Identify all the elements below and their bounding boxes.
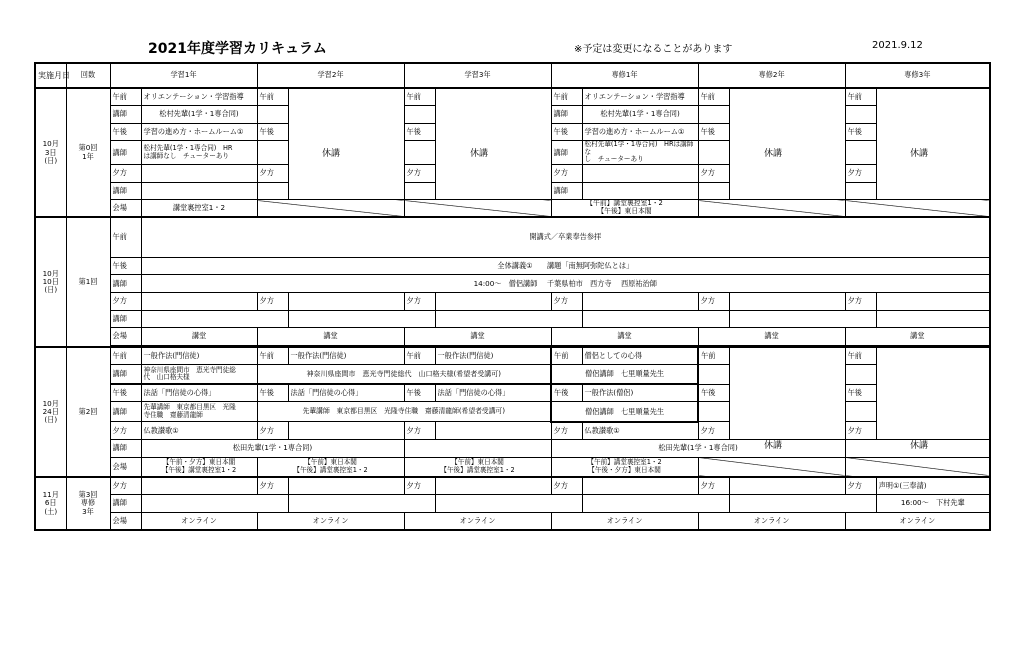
- slot-label: 夕方: [845, 292, 876, 310]
- cell-content: 僧侶講師 七里順量先生: [551, 364, 698, 384]
- cell-content: 法話「門信徒の心得」: [141, 384, 257, 402]
- slot-label: 会場: [110, 328, 141, 346]
- slot-label: 夕方: [845, 165, 876, 183]
- cell-content: 【午前】講堂裏控室1・2 【午後・夕方】東日本閣: [551, 457, 698, 477]
- table-row: [35, 422, 990, 440]
- slot-label: 午後: [257, 123, 288, 141]
- table-row: [35, 495, 990, 513]
- slot-label: 夕方: [698, 422, 729, 440]
- empty-slash-cell: [845, 200, 990, 218]
- cell-content: 僧侶としての心得: [582, 347, 698, 365]
- rest-label-b2-senshu-2: 休講: [764, 441, 783, 451]
- cell-content: 講堂: [404, 328, 551, 346]
- slot-label: 講師: [110, 182, 141, 200]
- cell-content: 学習の進め方・ホームルーム①: [141, 123, 257, 141]
- slot-label: 夕方: [404, 165, 435, 183]
- slot-label: 夕方: [845, 422, 876, 440]
- cell-content: 【午前】東日本閣 【午後】講堂裏控室1・2: [404, 457, 551, 477]
- empty-slash-cell: [404, 200, 551, 218]
- col-header-senshu-3: 専修3年: [845, 63, 990, 88]
- slot-label: 講師: [110, 402, 141, 422]
- slot-label: 夕方: [404, 422, 435, 440]
- cell-content: オンライン: [141, 512, 257, 530]
- cell-content: 全体講義① 講題「南無阿弥陀仏とは」: [141, 257, 990, 275]
- table-row: [35, 512, 990, 530]
- slot-label: 夕方: [257, 292, 288, 310]
- slot-label: 午前: [698, 347, 729, 365]
- cell-content: 講堂裏控室1・2: [141, 200, 257, 218]
- empty-slash-cell: [257, 200, 404, 218]
- cell-content: 【午前】講堂裏控室1・2 【午後】東日本閣: [551, 200, 698, 218]
- cell-content: 僧侶講師 七里順量先生: [551, 402, 698, 422]
- empty-slash-cell: [845, 457, 990, 477]
- slot-label: 会場: [110, 457, 141, 477]
- col-header-senshu-1: 専修1年: [551, 63, 698, 88]
- slot-label: 夕方: [698, 292, 729, 310]
- slot-label: 午前: [110, 88, 141, 106]
- slot-label: 午前: [698, 88, 729, 106]
- slot-label: 夕方: [110, 477, 141, 495]
- col-header-senshu-2: 専修2年: [698, 63, 845, 88]
- cell-content: 法話「門信徒の心得」: [288, 384, 404, 402]
- cell-content: 講堂: [141, 328, 257, 346]
- cell-content: 声明①(三奉請): [876, 477, 990, 495]
- cell-content: 松村先輩(1学・1専合同) HRは講師な し チューターあり: [582, 141, 698, 165]
- col-header-study-3: 学習3年: [404, 63, 551, 88]
- page-title: 2021年度学習カリキュラム: [148, 41, 327, 57]
- date-cell: 11月 6日 (土): [35, 477, 66, 530]
- slot-label: 午後: [698, 384, 729, 402]
- table-row: [35, 310, 990, 328]
- slot-label: 午前: [845, 88, 876, 106]
- rest-label-senshu-3: 休講: [910, 149, 929, 159]
- slot-label: 午後: [404, 123, 435, 141]
- curriculum-table: [34, 62, 991, 531]
- rest-label-b2-senshu-3: 休講: [910, 441, 929, 451]
- slot-label: 夕方: [551, 165, 582, 183]
- cell-content: オリエンテーション・学習指導: [582, 88, 698, 106]
- slot-label: 午後: [404, 384, 435, 402]
- cell-content: 神奈川県座間市 恵光寺門徒総 代 山口格夫様: [141, 364, 257, 384]
- slot-label: 夕方: [110, 422, 141, 440]
- slot-label: 夕方: [551, 292, 582, 310]
- cell-content: 法話「門信徒の心得」: [435, 384, 551, 402]
- slot-label: 夕方: [698, 165, 729, 183]
- slot-label: 講師: [110, 275, 141, 293]
- cell-content: 【午前】東日本閣 【午後】講堂裏控室1・2: [257, 457, 404, 477]
- slot-label: 夕方: [551, 477, 582, 495]
- cell-content: 松村先輩(1学・1専合同): [582, 106, 698, 124]
- cell-content: 仏教讃歌①: [582, 422, 698, 440]
- cell-content: 神奈川県座間市 恵光寺門徒総代 山口格夫様(希望者受講可): [257, 364, 551, 384]
- slot-label: 夕方: [698, 477, 729, 495]
- slot-label: 午前: [110, 347, 141, 365]
- session-cell: 第3回 専修 3年: [66, 477, 110, 530]
- rest-label-senshu-2: 休講: [764, 149, 783, 159]
- slot-label: 講師: [110, 440, 141, 458]
- cell-content: オンライン: [551, 512, 698, 530]
- cell-content: オンライン: [698, 512, 845, 530]
- cell-content: 14:00～ 僧侶講師 千葉県柏市 西方寺 西原祐治師: [141, 275, 990, 293]
- cell-content: 一般作法(門信徒): [288, 347, 404, 365]
- slot-label: 会場: [110, 200, 141, 218]
- col-header-study-2: 学習2年: [257, 63, 404, 88]
- slot-label: 午後: [698, 123, 729, 141]
- table-row: [35, 217, 990, 257]
- table-row: [35, 292, 990, 310]
- table-row: [35, 347, 990, 365]
- cell-content: 講堂: [551, 328, 698, 346]
- slot-label: 夕方: [845, 477, 876, 495]
- slot-label: 講師: [110, 495, 141, 513]
- cell-content: 【午前・夕方】東日本閣 【午後】講堂裏控室1・2: [141, 457, 257, 477]
- slot-label: 午後: [110, 257, 141, 275]
- table-row: [35, 275, 990, 293]
- slot-label: 午前: [551, 88, 582, 106]
- empty-slash-cell: [698, 200, 845, 218]
- slot-label: 午前: [257, 347, 288, 365]
- cell-content: 学習の進め方・ホームルーム①: [582, 123, 698, 141]
- slot-label: 午前: [551, 347, 582, 365]
- cell-content: 一般作法(門信徒): [141, 347, 257, 365]
- table-row: [35, 440, 990, 458]
- slot-label: 午後: [551, 123, 582, 141]
- slot-label: 夕方: [551, 422, 582, 440]
- slot-label: 講師: [110, 310, 141, 328]
- slot-label: 夕方: [257, 165, 288, 183]
- date-cell: 10月 24日 (日): [35, 347, 66, 477]
- table-row: [35, 384, 990, 402]
- slot-label: 講師: [551, 106, 582, 124]
- cell-content: 講堂: [698, 328, 845, 346]
- table-row: [35, 257, 990, 275]
- change-notice: ※予定は変更になることがあります: [574, 44, 733, 55]
- slot-label: 夕方: [257, 477, 288, 495]
- cell-content: 開講式／卒業奉告参拝: [141, 217, 990, 257]
- session-cell: 第2回: [66, 347, 110, 477]
- table-row: [35, 457, 990, 477]
- cell-content: オンライン: [404, 512, 551, 530]
- slot-label: 講師: [551, 141, 582, 165]
- slot-label: 夕方: [404, 477, 435, 495]
- cell-content: 先輩講師 東京都目黒区 光隆寺住職 齋藤清龍師(希望者受講可): [257, 402, 551, 422]
- rest-label-study-2: 休講: [322, 149, 341, 159]
- table-row: [35, 364, 990, 384]
- cell-content: 仏教讃歌①: [141, 422, 257, 440]
- slot-label: 午前: [404, 347, 435, 365]
- slot-label: 会場: [110, 512, 141, 530]
- table-row: [35, 88, 990, 106]
- col-header-session: 回数: [66, 63, 110, 88]
- slot-label: 午後: [110, 123, 141, 141]
- slot-label: 午前: [845, 347, 876, 365]
- cell-content: 松田先輩(1学・1専合同): [551, 440, 845, 458]
- slot-label: 夕方: [257, 422, 288, 440]
- session-cell: 第1回: [66, 217, 110, 346]
- slot-label: 夕方: [110, 165, 141, 183]
- slot-label: 講師: [110, 364, 141, 384]
- slot-label: 午後: [551, 384, 582, 402]
- cell-content: 松田先輩(1学・1専合同): [141, 440, 404, 458]
- issue-date: 2021.9.12: [872, 40, 923, 51]
- cell-content: 16:00～ 下村先輩: [876, 495, 990, 513]
- slot-label: 講師: [551, 182, 582, 200]
- slot-label: 午後: [257, 384, 288, 402]
- col-header-study-1: 学習1年: [110, 63, 257, 88]
- cell-content: 講堂: [257, 328, 404, 346]
- slot-label: 夕方: [110, 292, 141, 310]
- session-cell: 第0回 1年: [66, 88, 110, 217]
- cell-content: オンライン: [845, 512, 990, 530]
- slot-label: 午前: [110, 217, 141, 257]
- empty-slash-cell: [698, 457, 845, 477]
- cell-content: オンライン: [257, 512, 404, 530]
- cell-content: 松村先輩(1学・1専合同): [141, 106, 257, 124]
- cell-content: 講堂: [845, 328, 990, 346]
- slot-label: 午後: [845, 123, 876, 141]
- cell-content: 松村先輩(1学・1専合同) HR は講師なし チューターあり: [141, 141, 257, 165]
- date-cell: 10月 10日 (日): [35, 217, 66, 346]
- slot-label: 講師: [110, 141, 141, 165]
- slot-label: 午後: [845, 384, 876, 402]
- slot-label: 夕方: [404, 292, 435, 310]
- col-header-date: 実施月日: [35, 63, 66, 88]
- table-row: [35, 402, 990, 422]
- table-header-row: [35, 63, 990, 88]
- table-row: [35, 328, 990, 346]
- cell-content: オリエンテーション・学習指導: [141, 88, 257, 106]
- table-row: [35, 200, 990, 218]
- cell-content: 先輩講師 東京都目黒区 光隆 寺住職 齋藤清龍師: [141, 402, 257, 422]
- cell-content: 一般作法(門信徒): [435, 347, 551, 365]
- slot-label: 午前: [404, 88, 435, 106]
- slot-label: 講師: [110, 106, 141, 124]
- rest-label-study-3: 休講: [470, 149, 489, 159]
- date-cell: 10月 3日 (日): [35, 88, 66, 217]
- table-row: [35, 477, 990, 495]
- slot-label: 午前: [257, 88, 288, 106]
- cell-content: 一般作法(僧侶): [582, 384, 698, 402]
- slot-label: 午後: [110, 384, 141, 402]
